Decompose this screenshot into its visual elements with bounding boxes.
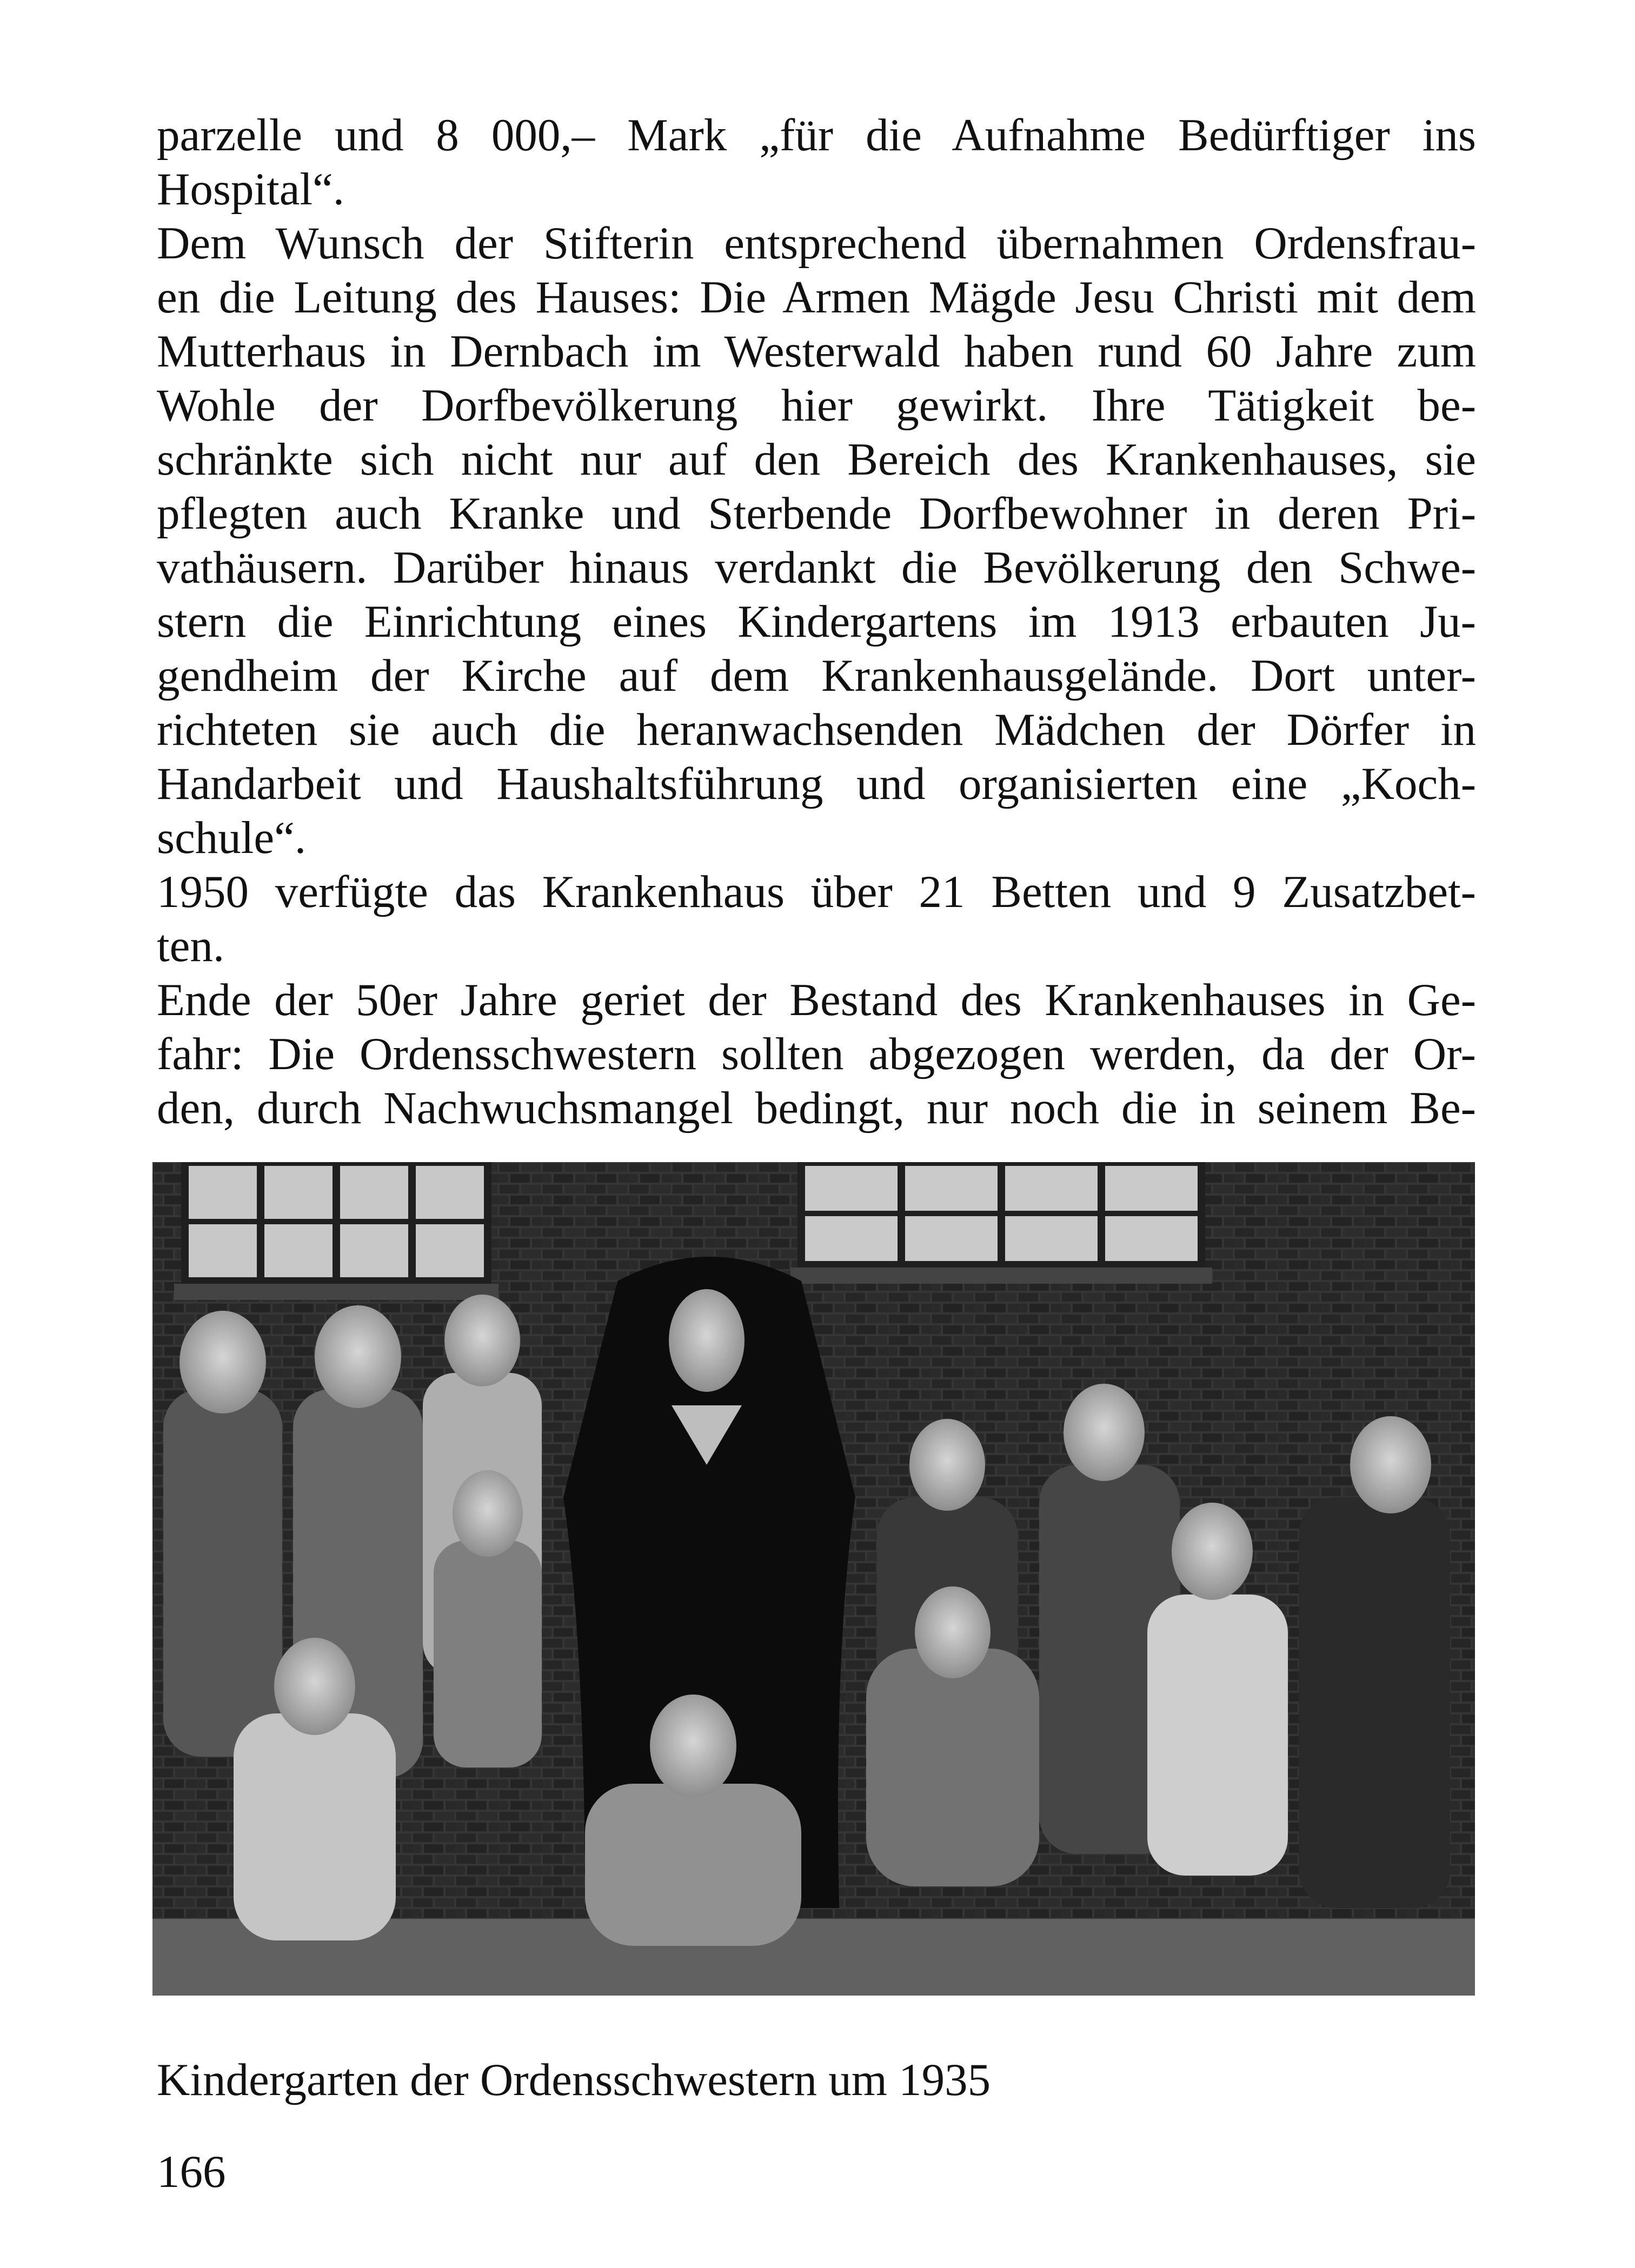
text-line: stern die Einrichtung eines Kindergartens im 1913 erbauten Ju- <box>157 596 1476 647</box>
text-line: gendheim der Kirche auf dem Krankenhausgelände. Dort unter- <box>157 650 1476 701</box>
page-number: 166 <box>157 2146 226 2197</box>
text-line: Hospital“. <box>157 164 345 215</box>
text-line: den, durch Nachwuchsmangel bedingt, nur noch die in seinem Be- <box>157 1083 1476 1133</box>
text-line: vathäusern. Darüber hinaus verdankt die Bevölkerung den Schwe- <box>157 542 1476 593</box>
photo-caption: Kindergarten der Ordensschwestern um 1935 <box>157 2054 991 2105</box>
text-line: ten. <box>157 920 225 971</box>
text-line: Ende der 50er Jahre geriet der Bestand des Krankenhauses in Ge- <box>157 975 1476 1025</box>
historical-photo <box>152 1162 1475 1996</box>
text-line: pflegten auch Kranke und Sterbende Dorfbewohner in deren Pri- <box>157 488 1476 539</box>
text-line: 1950 verfügte das Krankenhaus über 21 Betten und 9 Zusatzbet- <box>157 866 1476 917</box>
text-line: Mutterhaus in Dernbach im Westerwald haben rund 60 Jahre zum <box>157 326 1476 377</box>
photo-grain <box>152 1162 1475 1996</box>
text-line: Wohle der Dorfbevölkerung hier gewirkt. Ihre Tätigkeit be- <box>157 380 1476 431</box>
text-line: schränkte sich nicht nur auf den Bereich des Krankenhauses, sie <box>157 434 1476 485</box>
text-line: schule“. <box>157 812 307 863</box>
text-line: Dem Wunsch der Stifterin entsprechend übernahmen Ordensfrau- <box>157 218 1476 269</box>
text-line: richteten sie auch die heranwachsenden Mädchen der Dörfer in <box>157 704 1476 755</box>
body-text <box>157 108 1476 1135</box>
text-line: en die Leitung des Hauses: Die Armen Mägde Jesu Christi mit dem <box>157 272 1476 323</box>
text-line: Handarbeit und Haushaltsführung und organisierten eine „Koch- <box>157 758 1476 809</box>
text-line: fahr: Die Ordensschwestern sollten abgezogen werden, da der Or- <box>157 1029 1476 1079</box>
text-line: parzelle und 8 000,– Mark „für die Aufnahme Bedürftiger ins <box>157 110 1476 161</box>
